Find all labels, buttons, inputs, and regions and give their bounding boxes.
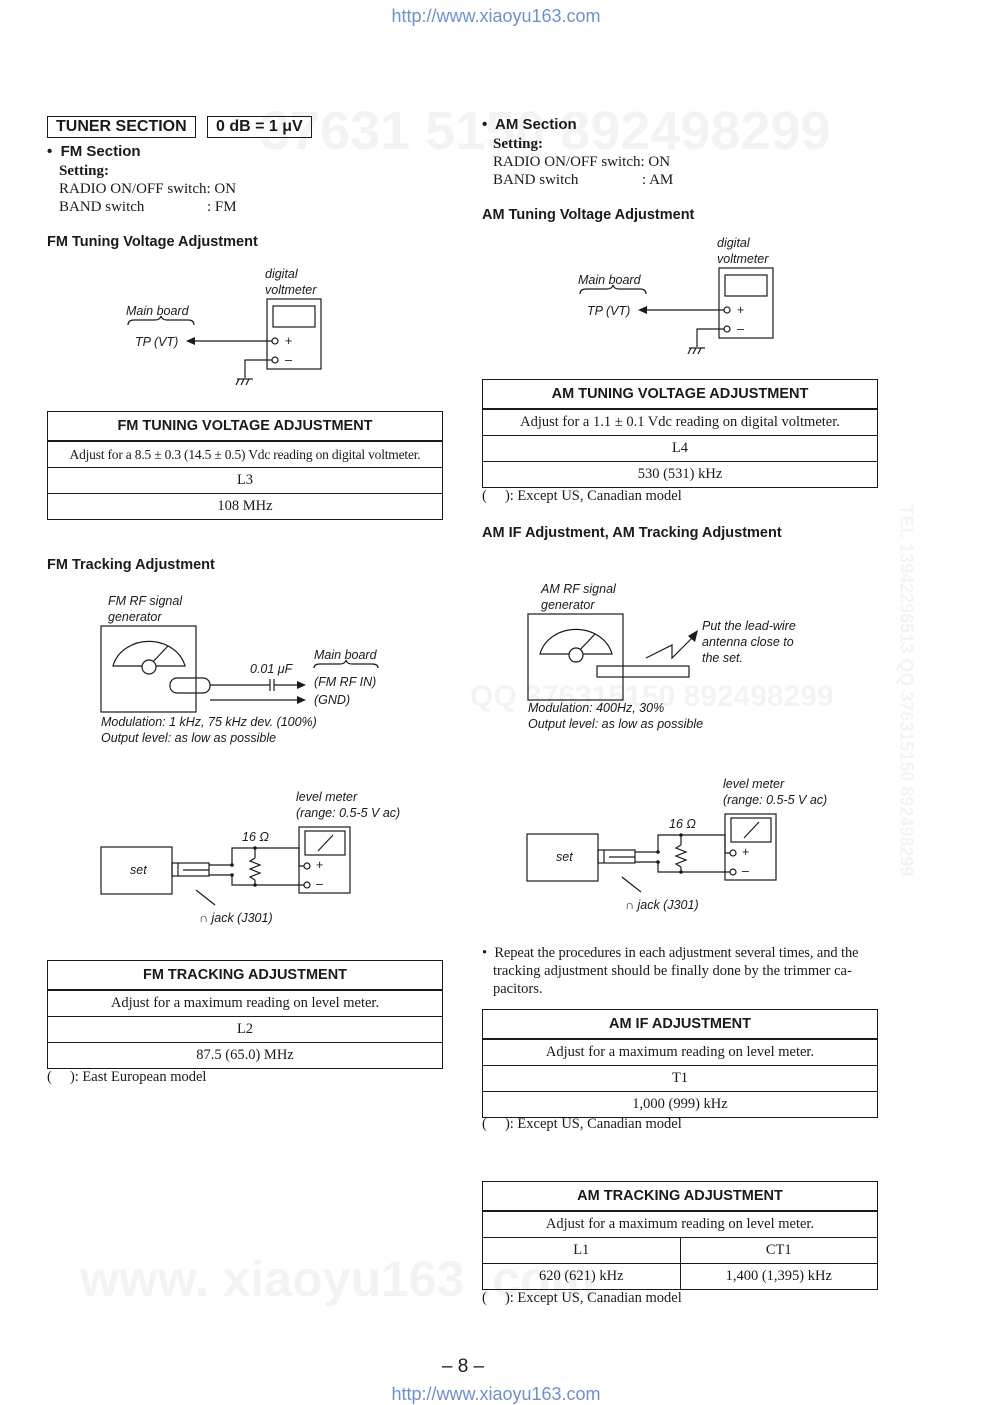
am-minus-label: – bbox=[737, 322, 744, 336]
am-generator-label-2: generator bbox=[541, 598, 595, 612]
fm-rf-in-label: (FM RF IN) bbox=[314, 675, 377, 689]
am-resistor-label: 16 Ω bbox=[669, 817, 696, 831]
am-tuning-note: ( ): Except US, Canadian model bbox=[482, 488, 682, 504]
fm-tuning-table-row1: Adjust for a 8.5 ± 0.3 (14.5 ± 0.5) Vdc reading on digital voltmeter. bbox=[48, 441, 443, 468]
fm-voltmeter-label-2: voltmeter bbox=[265, 283, 317, 297]
fm-output-label: Output level: as low as possible bbox=[101, 731, 277, 745]
am-setting-line1: RADIO ON/OFF switch: ON bbox=[493, 154, 671, 170]
am-if-table-row3: 1,000 (999) kHz bbox=[483, 1092, 878, 1118]
am-resistor bbox=[676, 845, 686, 867]
fm-voltmeter-label-1: digital bbox=[265, 267, 298, 281]
fm-setting-line2-key: BAND switch bbox=[59, 199, 145, 215]
header-url[interactable]: http://www.xiaoyu163.com bbox=[391, 6, 601, 26]
am-voltmeter-label-1: digital bbox=[717, 236, 750, 250]
fm-track-board-label: Main board bbox=[314, 648, 377, 662]
am-generator-label-1: AM RF signal bbox=[541, 582, 616, 596]
fm-lm-minus-label: – bbox=[316, 877, 323, 891]
footer-url[interactable]: http://www.xiaoyu163.com bbox=[391, 1384, 601, 1404]
am-repeat-note-line1: Repeat the procedures in each adjustment several times, and the bbox=[494, 945, 859, 961]
fm-main-board-label: Main board bbox=[126, 304, 189, 318]
am-if-table-title: AM IF ADJUSTMENT bbox=[483, 1010, 878, 1040]
am-tracking-table-l1-freq: 620 (621) kHz bbox=[483, 1264, 681, 1290]
db-reference-label: 0 dB = 1 μV bbox=[207, 116, 312, 138]
am-antenna-note-1: Put the lead-wire bbox=[702, 619, 796, 633]
am-repeat-note-line3: pacitors. bbox=[493, 981, 543, 997]
am-main-board-label: Main board bbox=[578, 273, 641, 287]
am-set-label: set bbox=[556, 850, 573, 864]
am-setting-line2-key: BAND switch bbox=[493, 172, 579, 188]
headphone-icon: ∩ bbox=[199, 911, 208, 925]
am-if-table bbox=[482, 1009, 878, 1118]
am-tp-label: TP (VT) bbox=[587, 304, 631, 318]
am-tuning-table-row2: L4 bbox=[483, 436, 878, 462]
am-if-note: ( ): Except US, Canadian model bbox=[482, 1116, 682, 1132]
am-tracking-table-ct1-freq: 1,400 (1,395) kHz bbox=[680, 1264, 878, 1290]
fm-gnd-label: (GND) bbox=[314, 693, 351, 707]
fm-level-meter-label-1: level meter bbox=[296, 790, 358, 804]
fm-setting-line2-val: : FM bbox=[207, 199, 237, 215]
am-voltmeter-label-2: voltmeter bbox=[717, 252, 769, 266]
am-tracking-table-row1: Adjust for a maximum reading on level meter. bbox=[483, 1211, 878, 1238]
am-tuning-table-title: AM TUNING VOLTAGE ADJUSTMENT bbox=[483, 380, 878, 410]
am-tuning-table-row1: Adjust for a 1.1 ± 0.1 Vdc reading on digital voltmeter. bbox=[483, 409, 878, 436]
fm-modulation-label: Modulation: 1 kHz, 75 kHz dev. (100%) bbox=[101, 715, 317, 729]
am-level-meter-label-2: (range: 0.5-5 V ac) bbox=[723, 793, 828, 807]
am-lm-plus-label: + bbox=[742, 845, 750, 859]
am-tracking-table-l1: L1 bbox=[483, 1238, 681, 1264]
headphone-icon: ∩ bbox=[625, 898, 634, 912]
am-section-title-text: AM Section bbox=[495, 116, 577, 133]
fm-resistor-label: 16 Ω bbox=[242, 830, 269, 844]
am-tuning-heading: AM Tuning Voltage Adjustment bbox=[482, 207, 695, 223]
am-section-title: • AM Section bbox=[482, 116, 577, 133]
fm-cap-label: 0.01 μF bbox=[250, 662, 293, 676]
fm-tp-label: TP (VT) bbox=[135, 335, 179, 349]
am-tracking-table-ct1: CT1 bbox=[680, 1238, 878, 1264]
am-set-body bbox=[527, 834, 598, 881]
fm-minus-label: – bbox=[285, 353, 292, 367]
am-level-meter-label-1: level meter bbox=[723, 777, 785, 791]
fm-lm-plus-label: + bbox=[316, 858, 324, 872]
am-tracking-table bbox=[482, 1181, 878, 1290]
fm-tracking-table-row1: Adjust for a maximum reading on level meter. bbox=[48, 990, 443, 1017]
fm-tuning-table-row2: L3 bbox=[48, 468, 443, 494]
fm-tracking-table-title: FM TRACKING ADJUSTMENT bbox=[48, 961, 443, 991]
fm-set-label: set bbox=[130, 863, 147, 877]
fm-setting-line1: RADIO ON/OFF switch: ON bbox=[59, 181, 237, 197]
am-jack-pointer bbox=[622, 877, 641, 892]
fm-generator-label-1: FM RF signal bbox=[108, 594, 183, 608]
fm-generator-label-2: generator bbox=[108, 610, 162, 624]
fm-level-meter-label-2: (range: 0.5-5 V ac) bbox=[296, 806, 401, 820]
fm-plus-label: + bbox=[285, 334, 293, 348]
fm-tracking-table-row2: L2 bbox=[48, 1017, 443, 1043]
am-lm-minus-label: – bbox=[742, 864, 749, 878]
fm-tracking-heading: FM Tracking Adjustment bbox=[47, 557, 215, 573]
am-tuning-table-row3: 530 (531) kHz bbox=[483, 462, 878, 488]
am-if-table-row1: Adjust for a maximum reading on level meter. bbox=[483, 1039, 878, 1066]
tuner-section-label: TUNER SECTION bbox=[47, 116, 196, 138]
am-tracking-table-title: AM TRACKING ADJUSTMENT bbox=[483, 1182, 878, 1212]
fm-section-title-text: FM Section bbox=[60, 143, 141, 160]
fm-tuning-heading: FM Tuning Voltage Adjustment bbox=[47, 234, 258, 250]
am-output-label: Output level: as low as possible bbox=[528, 717, 704, 731]
am-jack-label-text: jack (J301) bbox=[637, 898, 699, 912]
am-antenna-note-2: antenna close to bbox=[702, 635, 794, 649]
am-if-heading: AM IF Adjustment, AM Tracking Adjustment bbox=[482, 525, 782, 541]
fm-tuning-table-row3: 108 MHz bbox=[48, 494, 443, 520]
am-repeat-note-line2: tracking adjustment should be finally done by the trimmer ca- bbox=[493, 963, 852, 979]
fm-tuning-table-title: FM TUNING VOLTAGE ADJUSTMENT bbox=[48, 412, 443, 442]
am-antenna-note-3: the set. bbox=[702, 651, 743, 665]
am-tracking-note: ( ): Except US, Canadian model bbox=[482, 1290, 682, 1306]
fm-jack-label-text: jack (J301) bbox=[211, 911, 273, 925]
am-repeat-note: • Repeat the procedures in each adjustment several times, and the tracking adjustment should be finally done by the trimmer ca- pacitors. bbox=[482, 945, 859, 997]
am-level-meter-body bbox=[725, 814, 776, 880]
am-plus-label: + bbox=[737, 303, 745, 317]
am-if-table-row2: T1 bbox=[483, 1066, 878, 1092]
am-setting-line2-val: : AM bbox=[642, 172, 674, 188]
page-number: – 8 – bbox=[441, 1356, 485, 1377]
am-modulation-label: Modulation: 400Hz, 30% bbox=[528, 701, 665, 715]
fm-section-title: • FM Section bbox=[47, 143, 141, 160]
am-setting-label: Setting: bbox=[493, 136, 543, 152]
fm-tracking-note: ( ): East European model bbox=[47, 1069, 207, 1085]
fm-setting-label: Setting: bbox=[59, 163, 109, 179]
fm-tracking-table-row3: 87.5 (65.0) MHz bbox=[48, 1043, 443, 1069]
